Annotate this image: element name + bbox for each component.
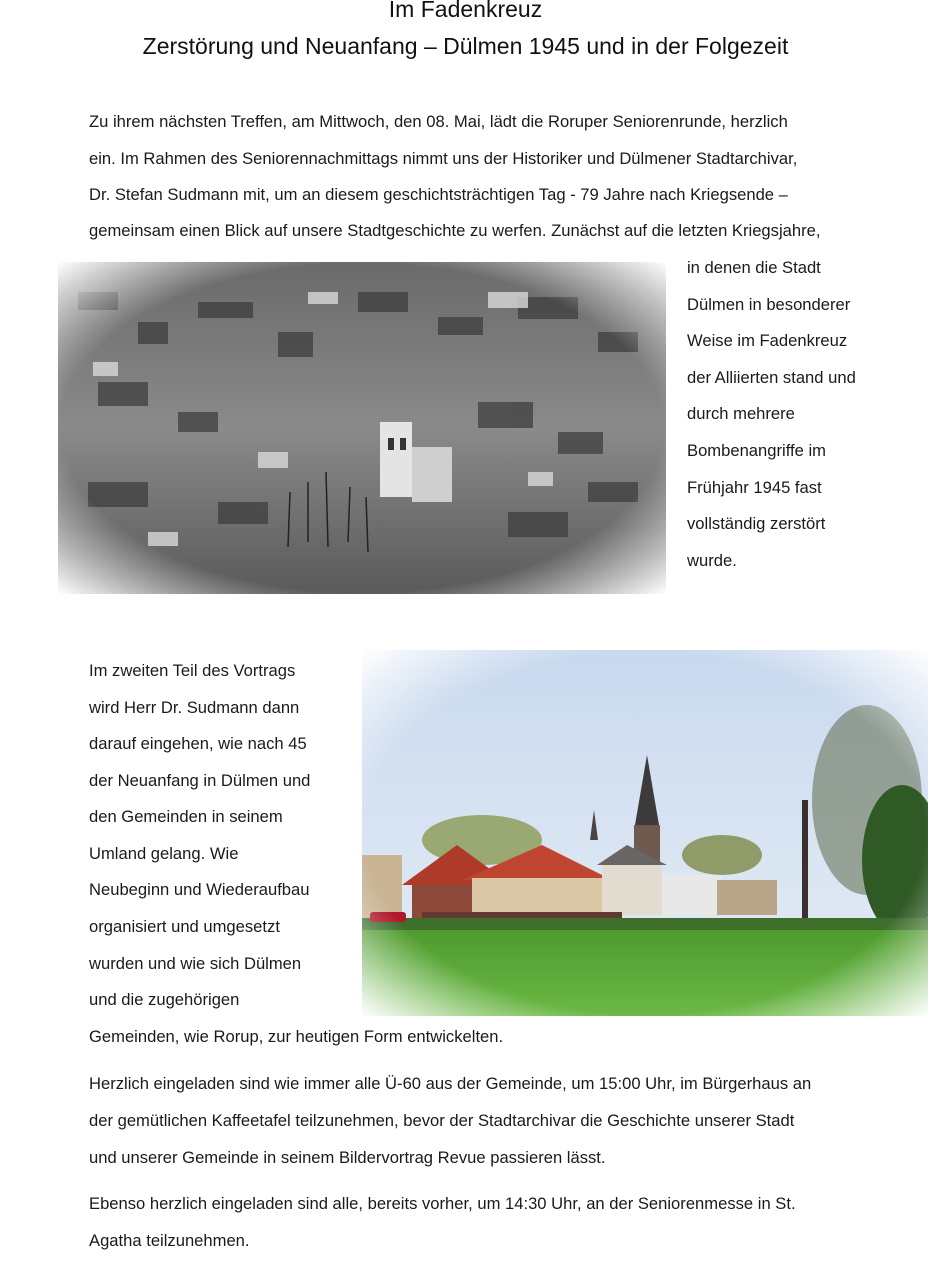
intro-line: Dr. Stefan Sudmann mit, um an diesem geschichtsträchtigen Tag - 79 Jahre nach Kriegsende – [89,185,788,204]
side-text-line: in denen die Stadt [687,258,821,277]
intro-line: ein. Im Rahmen des Seniorennachmittags nimmt uns der Historiker und Dülmener Stadtarchivar, [89,149,798,168]
side-text-line: Im zweiten Teil des Vortrags [89,661,296,680]
ruins-photo [58,262,666,594]
side-text-line: wurden und wie sich Dülmen [89,954,302,973]
invitation-line: und unserer Gemeinde in seinem Bildervortrag Revue passieren lässt. [89,1148,606,1167]
side-text-line: und die zugehörigen [89,990,240,1009]
side-text-line: darauf eingehen, wie nach 45 [89,734,307,753]
side-text-line: Dülmen in besonderer [687,295,851,314]
side-text-line: wurde. [687,551,737,570]
intro-line: Zu ihrem nächsten Treffen, am Mittwoch, den 08. Mai, lädt die Roruper Seniorenrunde, herzlich [89,112,788,131]
page-title-line-1: Im Fadenkreuz [388,0,543,22]
side-text-line: Umland gelang. Wie [89,844,239,863]
invitation-line: Herzlich eingeladen sind wie immer alle Ü-60 aus der Gemeinde, um 15:00 Uhr, im Bürgerhaus an [89,1074,812,1093]
side-text-line: der Neuanfang in Dülmen und [89,771,311,790]
mass-line: Agatha teilzunehmen. [89,1231,250,1250]
side-text-line: Neubeginn und Wiederaufbau [89,880,310,899]
side-text-line: vollständig zerstört [687,514,826,533]
side-text-line: der Alliierten stand und [687,368,856,387]
invitation-line: der gemütlichen Kaffeetafel teilzunehmen, bevor der Stadtarchivar die Geschichte unserer Stadt [89,1111,795,1130]
side-text-line: Bombenangriffe im [687,441,826,460]
side-text-line: Weise im Fadenkreuz [687,331,848,350]
page-title-line-2: Zerstörung und Neuanfang – Dülmen 1945 und in der Folgezeit [142,33,789,59]
side-text-line: Frühjahr 1945 fast [687,478,822,497]
side-text-line: wird Herr Dr. Sudmann dann [89,698,300,717]
village-photo [362,650,928,1016]
side-text-line: durch mehrere [687,404,795,423]
side-text-line: den Gemeinden in seinem [89,807,283,826]
paragraph-line: Gemeinden, wie Rorup, zur heutigen Form entwickelten. [89,1027,504,1046]
intro-line: gemeinsam einen Blick auf unsere Stadtgeschichte zu werfen. Zunächst auf die letzten Kriegsjahre, [89,221,821,240]
mass-line: Ebenso herzlich eingeladen sind alle, bereits vorher, um 14:30 Uhr, an der Seniorenmesse in St. [89,1194,796,1213]
side-text-line: organisiert und umgesetzt [89,917,280,936]
